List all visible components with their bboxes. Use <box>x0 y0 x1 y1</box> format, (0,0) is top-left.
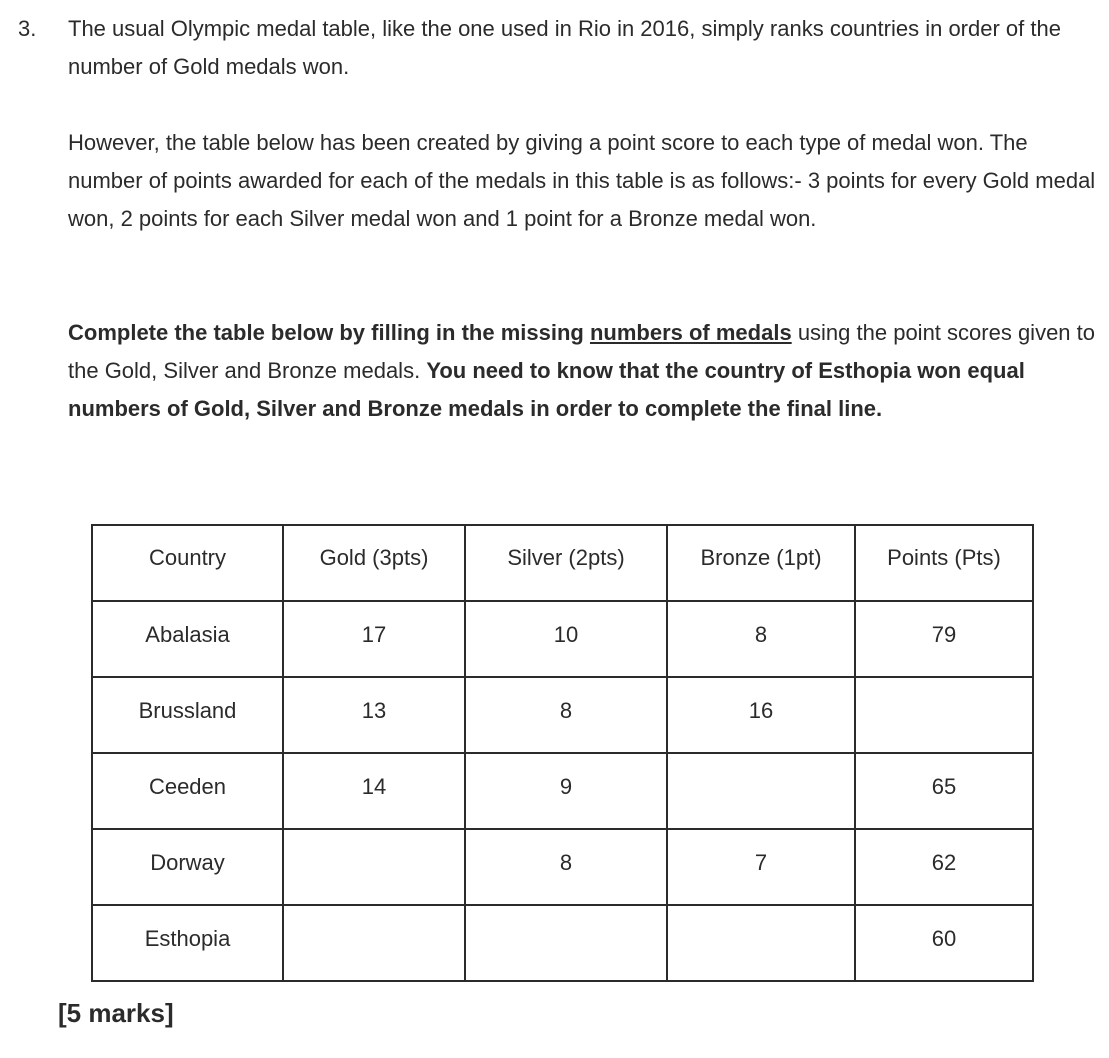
cell-points: 79 <box>855 601 1033 677</box>
intro-paragraph: The usual Olympic medal table, like the one used in Rio in 2016, simply ranks countries in order of the number of Gold medals won. <box>68 16 1061 79</box>
header-bronze: Bronze (1pt) <box>667 525 855 601</box>
cell-country: Brussland <box>92 677 283 753</box>
instruction-paragraph <box>68 314 1103 428</box>
cell-country: Abalasia <box>92 601 283 677</box>
cell-gold: 14 <box>283 753 465 829</box>
cell-country: Ceeden <box>92 753 283 829</box>
header-country: Country <box>92 525 283 601</box>
table-row <box>92 677 1033 753</box>
cell-country: Dorway <box>92 829 283 905</box>
table-row <box>92 601 1033 677</box>
cell-points: 60 <box>855 905 1033 981</box>
cell-gold: 13 <box>283 677 465 753</box>
table-row <box>92 905 1033 981</box>
cell-silver: 8 <box>465 677 667 753</box>
header-gold: Gold (3pts) <box>283 525 465 601</box>
cell-country: Esthopia <box>92 905 283 981</box>
cell-silver: 10 <box>465 601 667 677</box>
cell-bronze-blank[interactable] <box>667 753 855 829</box>
points-explanation-paragraph: However, the table below has been created by giving a point score to each type of medal won. The number of points awarded for each of the medals in this table is as follows:- 3 points for every Gold medal won, 2 points for each Silver medal won and 1 point for a Bronze medal won. <box>68 130 1096 231</box>
table-row <box>92 753 1033 829</box>
instruction-esthopia-note: You need to know that the country of Esthopia won equal numbers of Gold, Silver and Bronze medals in order to complete the final line. <box>68 358 1025 421</box>
cell-silver: 8 <box>465 829 667 905</box>
cell-bronze: 8 <box>667 601 855 677</box>
cell-gold-blank[interactable] <box>283 905 465 981</box>
cell-bronze: 7 <box>667 829 855 905</box>
header-points: Points (Pts) <box>855 525 1033 601</box>
header-silver: Silver (2pts) <box>465 525 667 601</box>
cell-silver-blank[interactable] <box>465 905 667 981</box>
cell-silver: 9 <box>465 753 667 829</box>
instruction-bold-text: Complete the table below by filling in the missing <box>68 320 584 345</box>
instruction-plain-text: using the point scores given to the Gold, Silver and Bronze medals. <box>68 320 1095 383</box>
medal-points-table <box>91 524 1034 982</box>
cell-points-blank[interactable] <box>855 677 1033 753</box>
instruction-underlined-text: numbers of medals <box>589 320 792 345</box>
cell-gold-blank[interactable] <box>283 829 465 905</box>
cell-points: 65 <box>855 753 1033 829</box>
cell-points: 62 <box>855 829 1033 905</box>
table-row <box>92 829 1033 905</box>
table-header-row <box>92 525 1033 601</box>
cell-bronze: 16 <box>667 677 855 753</box>
question-number: 3. <box>18 16 37 41</box>
cell-gold: 17 <box>283 601 465 677</box>
marks-label: [5 marks] <box>58 998 174 1028</box>
cell-bronze-blank[interactable] <box>667 905 855 981</box>
